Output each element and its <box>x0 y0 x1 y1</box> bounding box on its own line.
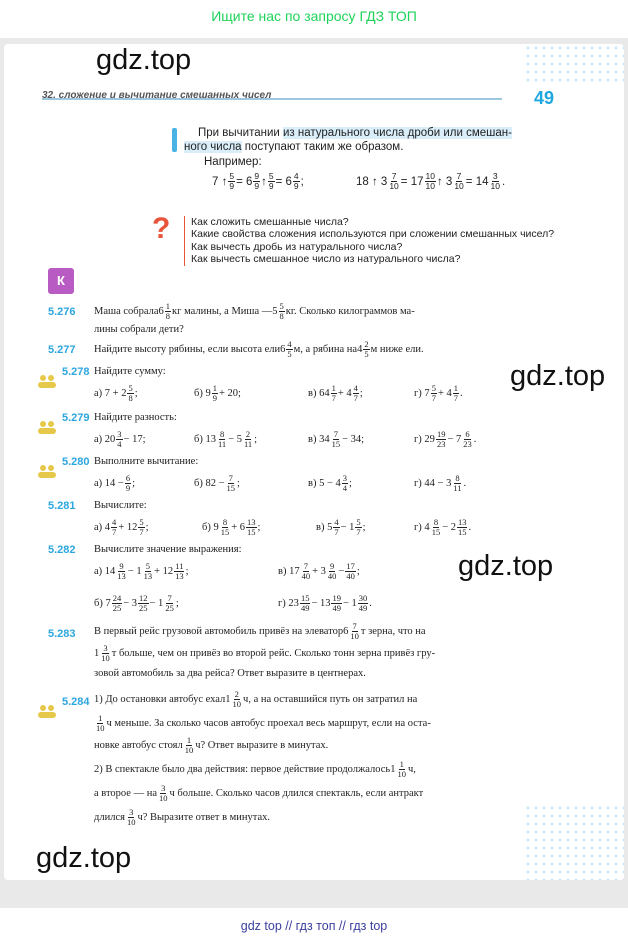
problem-number: 5.283 <box>48 628 76 640</box>
exercise-row: б) 7 $\frac{24}{25}$ − 3 $\frac{12}{25}$ − 1 $\frac{7}{25}$ ; г) 23 $\frac{15}{49}$ − 13 $\frac{19}{49}$ − 1 $\frac{30}{49}$ . <box>94 593 372 613</box>
pair-work-icon <box>36 420 58 434</box>
watermark: gdz.top <box>96 44 192 76</box>
exercise-row: а) 20 $\frac{3}{4}$ − 17; б) 13 $\frac{8}{11}$ − 5 $\frac{2}{11}$ ; в) 34 $\frac{7}{15}$ − 34; г) 29 $\frac{19}{23}$ − 7 $\frac{6}{23}$ . <box>94 429 477 449</box>
exercise-row: а) 4 $\frac{4}{7}$ + 12 $\frac{5}{7}$ ; б) 9 $\frac{8}{15}$ + 6 $\frac{13}{15}$ ; в) 5 $\frac{4}{7}$ − 1 $\frac{5}{7}$ ; г) 4 $\frac{8}{15}$ − 2 $\frac{13}{15}$ . <box>94 517 472 537</box>
problem-number: 5.277 <box>48 344 76 356</box>
question-mark-icon: ? <box>152 212 171 245</box>
problem-title: Найдите сумму: <box>94 366 166 377</box>
header-divider <box>42 98 502 100</box>
example-2: 18 ↑ 3 $\frac{7}{10}$ = 17 $\frac{10}{10}$ ↑ 3 $\frac{7}{10}$ = 14 $\frac{3}{10}$ . <box>356 171 506 191</box>
problem-number: 5.281 <box>48 500 76 512</box>
textbook-page <box>4 44 624 880</box>
problem-text: $\frac{1}{10}$ ч меньше. За сколько часов автобус проехал весь маршрут, если на оста- <box>96 713 431 733</box>
rule-text: При вычитании из натурального числа дроби или смешан- ного числа поступают таким же образом. <box>184 127 512 153</box>
problem-text: новке автобус стоял $\frac{1}{10}$ ч? Ответ выразите в минутах. <box>94 735 329 755</box>
problem-text: 2) В спектакле было два действия: первое действие продолжалось 1 $\frac{1}{10}$ ч, <box>94 759 416 779</box>
problem-number: 5.278 <box>62 366 90 378</box>
problem-title: Найдите разность: <box>94 412 177 423</box>
review-questions <box>184 216 564 266</box>
running-title: 32. сложение и вычитание смешанных чисел <box>42 90 272 101</box>
review-question: Как сложить смешанные числа? <box>184 216 564 228</box>
exercise-row: а) 14 − $\frac{6}{9}$ ; б) 82 − $\frac{7}{15}$ ; в) 5 − 4 $\frac{3}{4}$ ; г) 44 − 3 $\frac{8}{11}$ . <box>94 473 467 493</box>
problem-text: Маша собрала 6 $\frac{1}{8}$ кг малины, а Миша — 5 $\frac{5}{8}$ кг. Сколько килограммов ма- <box>94 301 415 321</box>
problem-text: лины собрали дети? <box>94 324 184 335</box>
search-hint-link[interactable]: Ищите нас по запросу ГДЗ ТОП <box>211 8 417 24</box>
problem-number: 5.280 <box>62 456 90 468</box>
exercise-row: а) 14 $\frac{9}{13}$ − 1 $\frac{5}{13}$ + 12 $\frac{11}{13}$ ; в) 17 $\frac{7}{40}$ + 3 $\frac{9}{40}$ − $\frac{17}{40}$ ; <box>94 561 360 581</box>
review-question: Как вычесть смешанное число из натурального числа? <box>184 253 564 265</box>
exercise-row: а) 7 + 2 $\frac{5}{8}$ ; б) 9 $\frac{1}{9}$ + 20; в) 64 $\frac{1}{7}$ + 4 $\frac{4}{7}$ ; г) 7 $\frac{5}{7}$ + 4 $\frac{1}{7}$ . <box>94 383 463 403</box>
rule-accent-bar <box>172 128 177 152</box>
problem-title: Вычислите: <box>94 500 147 511</box>
dot-pattern-top <box>524 44 624 84</box>
problem-number: 5.282 <box>48 544 76 556</box>
bottom-banner <box>0 908 628 944</box>
watermark: gdz.top <box>458 550 554 582</box>
problem-number: 5.276 <box>48 306 76 318</box>
review-question: Какие свойства сложения используются при сложении смешанных чисел? <box>184 228 563 240</box>
problem-text: 1 $\frac{3}{10}$ т больше, чем он привёз во второй рейс. Сколько тонн зерна привёз гру- <box>94 643 436 663</box>
problem-number: 5.284 <box>62 696 90 708</box>
watermark: gdz.top <box>36 842 132 874</box>
problem-text: Найдите высоту рябины, если высота ели 6 $\frac{4}{5}$ м, а рябина на 4 $\frac{2}{5}$ м ниже ели. <box>94 339 424 359</box>
problem-number: 5.279 <box>62 412 90 424</box>
problem-text: зовой автомобиль за два рейса? Ответ выразите в центнерах. <box>94 668 366 679</box>
problem-title: Выполните вычитание: <box>94 456 199 467</box>
watermark: gdz.top <box>510 360 606 392</box>
dot-pattern-bottom <box>524 804 624 880</box>
page-number: 49 <box>534 88 555 108</box>
problem-text: В первый рейс грузовой автомобиль привёз на элеватор 6 $\frac{7}{10}$ т зерна, что на <box>94 621 426 641</box>
pair-work-icon <box>36 464 58 478</box>
problem-text: длился $\frac{3}{10}$ ч? Выразите ответ в минутах. <box>94 807 271 827</box>
example-label: Например: <box>204 156 262 168</box>
pair-work-icon <box>36 374 58 388</box>
example-1: 7 ↑ $\frac{5}{9}$ = 6 $\frac{9}{9}$ ↑ $\frac{5}{9}$ = 6 $\frac{4}{9}$ ; <box>212 171 304 191</box>
problem-text: 1) До остановки автобус ехал 1 $\frac{2}{10}$ ч, а на оставшийся путь он затратил на <box>94 689 418 709</box>
review-question: Как вычесть дробь из натурального числа? <box>184 241 564 253</box>
problem-text: а второе — на $\frac{3}{10}$ ч больше. Сколько часов длился спектакль, если антракт <box>94 783 424 803</box>
problem-title: Вычислите значение выражения: <box>94 544 242 555</box>
top-banner <box>0 0 628 38</box>
k-puzzle-badge-icon: К <box>48 268 74 294</box>
bottom-links[interactable]: gdz top // гдз топ // гдз top <box>240 919 388 933</box>
pair-work-icon <box>36 704 58 718</box>
